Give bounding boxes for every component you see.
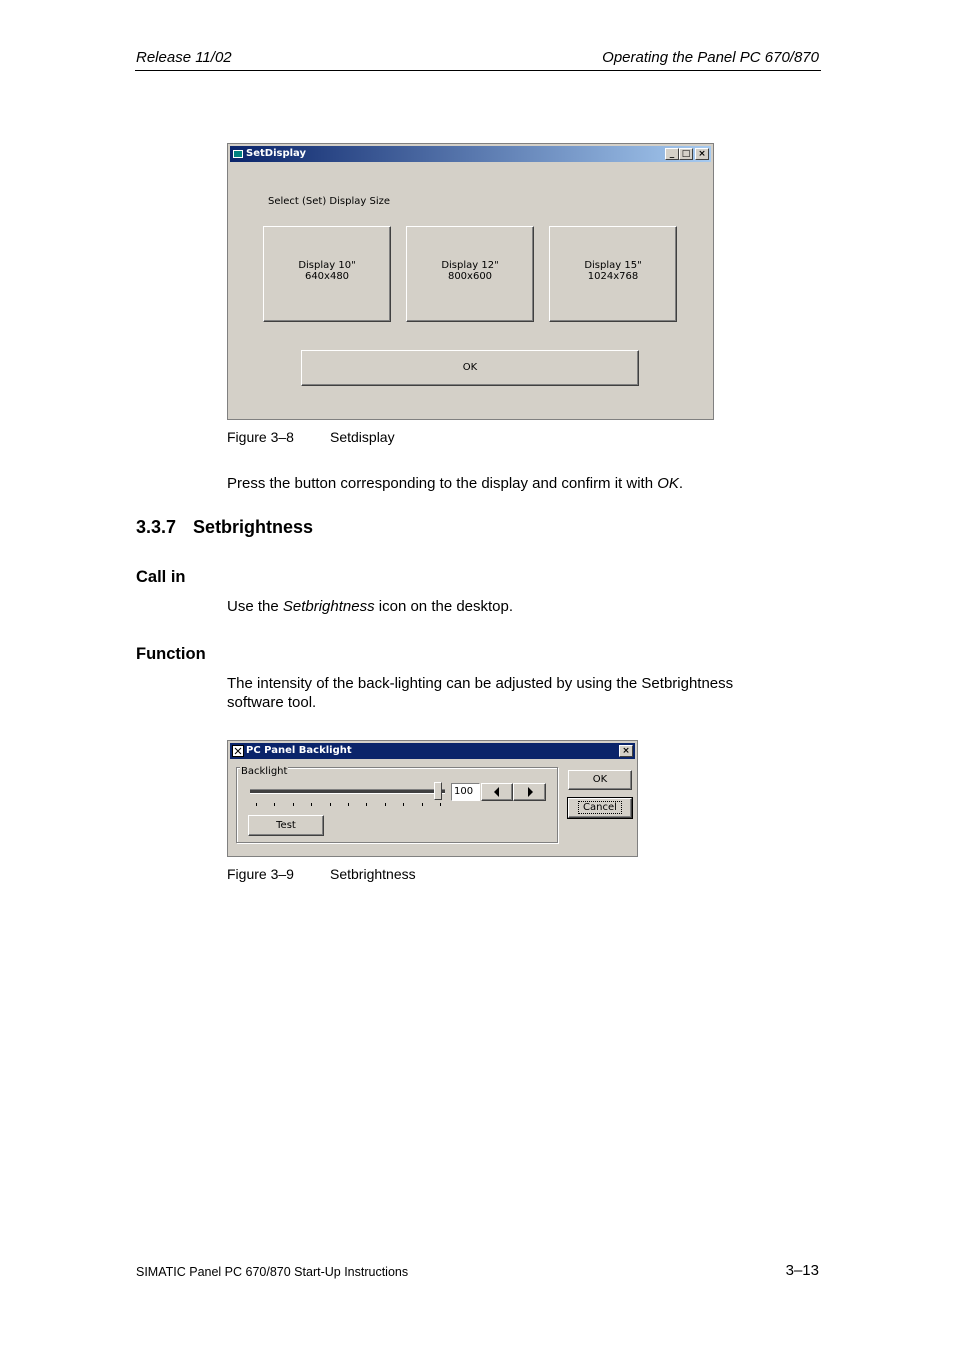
- display-10-label: Display 10": [298, 260, 356, 271]
- maximize-icon[interactable]: □: [679, 148, 693, 160]
- backlight-titlebar: [230, 743, 635, 759]
- increase-button[interactable]: [513, 783, 546, 801]
- slider-tick: [385, 803, 386, 806]
- display-12-button[interactable]: [406, 226, 534, 322]
- slider-tick: [293, 803, 294, 806]
- arrow-left-icon: [482, 784, 512, 800]
- section-number: 3.3.7: [136, 517, 177, 537]
- backlight-slider-track[interactable]: [250, 789, 445, 794]
- header-release: Release 11/02: [136, 49, 232, 66]
- section-title: Setbrightness: [193, 517, 314, 537]
- app-icon: [232, 745, 244, 757]
- ok-button[interactable]: OK: [568, 770, 632, 790]
- slider-tick: [256, 803, 257, 806]
- figure-3-9-title: Setbrightness: [330, 866, 416, 882]
- slider-tick: [422, 803, 423, 806]
- test-button[interactable]: Test: [248, 815, 324, 836]
- backlight-value-field[interactable]: 100: [451, 783, 480, 801]
- backlight-dialog: [227, 740, 638, 857]
- arrow-right-icon: [515, 784, 545, 800]
- function-text-line1: The intensity of the back-lighting can be adjusted by using the Setbrightness: [227, 675, 734, 692]
- figure-3-8-number: Figure 3–8: [227, 429, 294, 445]
- display-15-label: Display 15": [584, 260, 642, 271]
- setdisplay-title: SetDisplay: [246, 148, 306, 159]
- call-in-emph: Setbrightness: [282, 598, 375, 615]
- display-10-resolution: 640x480: [304, 271, 350, 282]
- ok-button[interactable]: OK: [301, 350, 639, 386]
- header-title: Operating the Panel PC 670/870: [602, 49, 819, 66]
- header-rule: [135, 70, 821, 71]
- cancel-button[interactable]: [568, 798, 632, 818]
- backlight-slider-thumb[interactable]: [434, 782, 442, 800]
- decrease-button[interactable]: [481, 783, 513, 801]
- page-number: 3–13: [785, 1262, 819, 1279]
- backlight-title: PC Panel Backlight: [246, 745, 352, 756]
- section-heading: [136, 517, 313, 538]
- display-15-resolution: 1024x768: [587, 271, 639, 282]
- slider-tick: [440, 803, 441, 806]
- setdisplay-titlebar: [230, 146, 711, 162]
- app-icon: [232, 148, 244, 160]
- figure-3-8-title: Setdisplay: [330, 429, 395, 445]
- figure-3-9-number: Figure 3–9: [227, 866, 294, 882]
- backlight-group-label: Backlight: [241, 766, 288, 777]
- display-12-label: Display 12": [441, 260, 499, 271]
- footer-doc-title: SIMATIC Panel PC 670/870 Start-Up Instructions: [136, 1265, 409, 1279]
- minimize-icon[interactable]: _: [665, 148, 679, 160]
- function-heading: Function: [136, 645, 206, 663]
- slider-tick: [274, 803, 275, 806]
- close-icon[interactable]: ×: [695, 148, 709, 160]
- slider-tick: [366, 803, 367, 806]
- slider-tick: [311, 803, 312, 806]
- display-12-resolution: 800x600: [447, 271, 493, 282]
- slider-tick: [330, 803, 331, 806]
- display-10-button[interactable]: [263, 226, 391, 322]
- call-in-heading: Call in: [136, 568, 186, 586]
- close-icon[interactable]: ×: [619, 745, 633, 757]
- setdisplay-dialog: [227, 143, 714, 420]
- instruction-ok: OK: [657, 475, 679, 492]
- display-15-button[interactable]: [549, 226, 677, 322]
- slider-tick: [403, 803, 404, 806]
- call-in-text: Use the Setbrightness icon on the desktop.: [227, 598, 514, 615]
- display-size-prompt: Select (Set) Display Size: [268, 196, 390, 207]
- instruction-text: Press the button corresponding to the display and confirm it with OK.: [227, 475, 684, 492]
- slider-tick: [348, 803, 349, 806]
- function-text-line2: software tool.: [227, 694, 317, 711]
- cancel-label: Cancel: [578, 801, 622, 814]
